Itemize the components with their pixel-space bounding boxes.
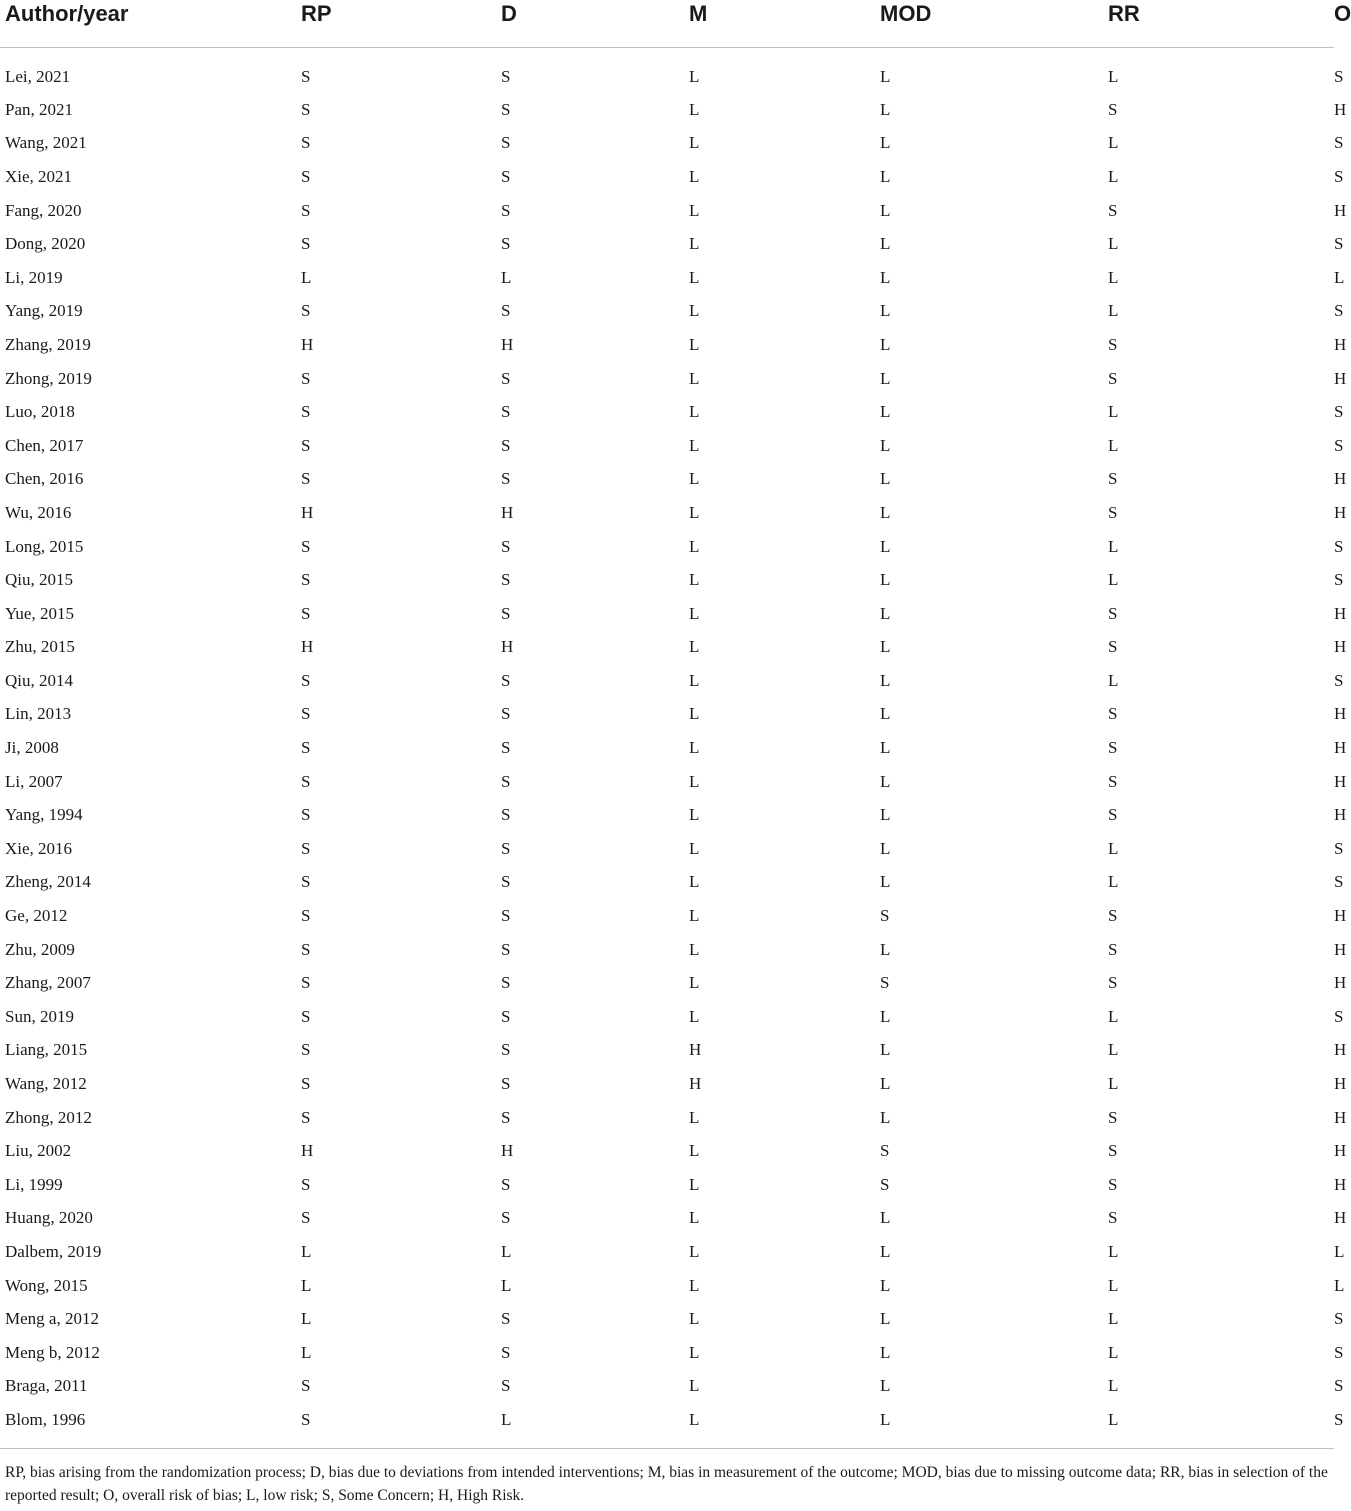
cell-rp: S	[301, 234, 311, 254]
cell-author-year: Zheng, 2014	[5, 872, 91, 892]
cell-mod: L	[880, 200, 891, 220]
cell-mod: L	[880, 1208, 891, 1228]
cell-rr: S	[1108, 738, 1118, 758]
cell-d: S	[501, 99, 511, 119]
cell-rr: L	[1108, 670, 1119, 690]
table-row: Huang, 2020 S S L L S H	[0, 1202, 1334, 1236]
cell-author-year: Ge, 2012	[5, 906, 68, 926]
cell-author-year: Zhang, 2007	[5, 973, 91, 993]
cell-rp: L	[301, 1241, 312, 1261]
cell-mod: L	[880, 66, 891, 86]
cell-author-year: Yang, 2019	[5, 301, 83, 321]
cell-rr: L	[1108, 402, 1119, 422]
cell-rr: L	[1108, 166, 1119, 186]
cell-rr: S	[1108, 368, 1118, 388]
cell-d: H	[501, 637, 514, 657]
cell-d: S	[501, 1309, 511, 1329]
cell-rp: S	[301, 166, 311, 186]
cell-m: H	[689, 1040, 702, 1060]
cell-author-year: Yang, 1994	[5, 805, 83, 825]
cell-author-year: Zhu, 2015	[5, 637, 75, 657]
cell-rr: L	[1108, 838, 1119, 858]
cell-d: S	[501, 469, 511, 489]
cell-mod: S	[880, 973, 890, 993]
cell-mod: L	[880, 267, 891, 287]
cell-mod: L	[880, 133, 891, 153]
cell-d: S	[501, 301, 511, 321]
cell-rp: S	[301, 771, 311, 791]
cell-rr: S	[1108, 502, 1118, 522]
table-row: Qiu, 2015 S S L L L S	[0, 563, 1334, 597]
cell-m: L	[689, 536, 700, 556]
cell-mod: L	[880, 435, 891, 455]
cell-m: L	[689, 906, 700, 926]
cell-rp: S	[301, 1208, 311, 1228]
cell-rp: S	[301, 838, 311, 858]
header-rp: RP	[301, 0, 501, 48]
cell-m: L	[689, 670, 700, 690]
cell-rr: S	[1108, 99, 1118, 119]
cell-d: S	[501, 1208, 511, 1228]
cell-author-year: Wang, 2021	[5, 133, 87, 153]
cell-rp: L	[301, 1342, 312, 1362]
cell-rr: S	[1108, 1208, 1118, 1228]
cell-m: L	[689, 872, 700, 892]
cell-m: L	[689, 704, 700, 724]
cell-m: L	[689, 368, 700, 388]
cell-d: S	[501, 670, 511, 690]
cell-d: S	[501, 906, 511, 926]
cell-author-year: Liu, 2002	[5, 1141, 72, 1161]
cell-author-year: Dong, 2020	[5, 234, 86, 254]
cell-mod: L	[880, 1275, 891, 1295]
cell-d: S	[501, 771, 511, 791]
cell-d: S	[501, 603, 511, 623]
cell-m: L	[689, 570, 700, 590]
cell-author-year: Meng b, 2012	[5, 1342, 100, 1362]
table-row: Xie, 2016 S S L L L S	[0, 832, 1334, 866]
cell-author-year: Pan, 2021	[5, 99, 73, 119]
cell-rp: S	[301, 66, 311, 86]
header-author-year: Author/year	[0, 0, 301, 48]
table-row: Wu, 2016 H H L L S H	[0, 496, 1334, 530]
cell-m: L	[689, 1376, 700, 1396]
cell-rp: H	[301, 502, 314, 522]
cell-author-year: Xie, 2016	[5, 838, 73, 858]
cell-rp: H	[301, 637, 314, 657]
cell-rr: L	[1108, 570, 1119, 590]
cell-rp: S	[301, 906, 311, 926]
cell-rr: S	[1108, 704, 1118, 724]
cell-m: L	[689, 805, 700, 825]
cell-mod: L	[880, 1040, 891, 1060]
cell-author-year: Yue, 2015	[5, 603, 74, 623]
cell-rr: S	[1108, 973, 1118, 993]
cell-rr: S	[1108, 334, 1118, 354]
cell-m: L	[689, 334, 700, 354]
cell-rp: S	[301, 570, 311, 590]
table-row: Wang, 2012 S S H L L H	[0, 1067, 1334, 1101]
cell-author-year: Liang, 2015	[5, 1040, 88, 1060]
cell-rr: S	[1108, 637, 1118, 657]
cell-d: H	[501, 334, 514, 354]
cell-author-year: Dalbem, 2019	[5, 1241, 102, 1261]
cell-d: L	[501, 1409, 512, 1429]
table-row: Chen, 2017 S S L L L S	[0, 429, 1334, 463]
cell-rp: S	[301, 1107, 311, 1127]
cell-rp: S	[301, 1174, 311, 1194]
cell-d: H	[501, 502, 514, 522]
cell-m: L	[689, 1409, 700, 1429]
cell-mod: L	[880, 536, 891, 556]
table-row: Ji, 2008 S S L L S H	[0, 731, 1334, 765]
cell-m: L	[689, 939, 700, 959]
cell-d: L	[501, 1241, 512, 1261]
cell-m: L	[689, 1275, 700, 1295]
cell-d: S	[501, 200, 511, 220]
cell-rp: L	[301, 267, 312, 287]
cell-mod: L	[880, 234, 891, 254]
cell-rr: L	[1108, 1275, 1119, 1295]
cell-m: L	[689, 1174, 700, 1194]
cell-d: S	[501, 973, 511, 993]
cell-mod: L	[880, 166, 891, 186]
cell-rp: S	[301, 469, 311, 489]
table-row: Zhang, 2019 H H L L S H	[0, 328, 1334, 362]
table-row: Zheng, 2014 S S L L L S	[0, 866, 1334, 900]
table-row: Liang, 2015 S S H L L H	[0, 1034, 1334, 1068]
cell-mod: L	[880, 99, 891, 119]
cell-m: L	[689, 200, 700, 220]
table-row: Yang, 1994 S S L L S H	[0, 798, 1334, 832]
cell-d: S	[501, 838, 511, 858]
cell-mod: L	[880, 838, 891, 858]
cell-mod: L	[880, 570, 891, 590]
cell-m: L	[689, 435, 700, 455]
cell-rr: S	[1108, 906, 1118, 926]
table-footnote: RP, bias arising from the randomization process; D, bias due to deviations from intended interventions; M, bias in measurement of the outcome; MOD, bias due to missing outcome data; RR, bias in selection of the reported result; O, overall risk of bias; L, low risk; S, Some Concern; H, High Risk.	[0, 1448, 1334, 1507]
table-row: Zhu, 2009 S S L L S H	[0, 933, 1334, 967]
table-row: Li, 2019 L L L L L L	[0, 261, 1334, 295]
cell-d: S	[501, 1376, 511, 1396]
cell-m: L	[689, 738, 700, 758]
table-row: Long, 2015 S S L L L S	[0, 530, 1334, 564]
cell-mod: L	[880, 301, 891, 321]
cell-d: S	[501, 1074, 511, 1094]
cell-author-year: Wong, 2015	[5, 1275, 88, 1295]
cell-d: S	[501, 1174, 511, 1194]
table-row: Dalbem, 2019 L L L L L L	[0, 1235, 1334, 1269]
cell-mod: L	[880, 1376, 891, 1396]
cell-mod: L	[880, 1342, 891, 1362]
cell-rp: S	[301, 301, 311, 321]
table-row: Meng a, 2012 L S L L L S	[0, 1302, 1334, 1336]
cell-rp: S	[301, 872, 311, 892]
cell-author-year: Li, 1999	[5, 1174, 63, 1194]
cell-d: S	[501, 1040, 511, 1060]
cell-m: L	[689, 603, 700, 623]
cell-d: S	[501, 805, 511, 825]
table-row: Ge, 2012 S S L S S H	[0, 899, 1334, 933]
table-row: Liu, 2002 H H L S S H	[0, 1134, 1334, 1168]
cell-rr: L	[1108, 1006, 1119, 1026]
cell-m: L	[689, 1208, 700, 1228]
cell-d: S	[501, 939, 511, 959]
cell-d: S	[501, 1342, 511, 1362]
cell-rp: S	[301, 1074, 311, 1094]
cell-d: H	[501, 1141, 514, 1161]
cell-m: H	[689, 1074, 702, 1094]
cell-mod: L	[880, 1309, 891, 1329]
table-row: Blom, 1996 S L L L L S	[0, 1403, 1334, 1437]
table-header	[0, 0, 1351, 48]
cell-rp: S	[301, 402, 311, 422]
cell-mod: L	[880, 670, 891, 690]
table-row: Lin, 2013 S S L L S H	[0, 698, 1334, 732]
header-d: D	[501, 0, 689, 48]
cell-m: L	[689, 234, 700, 254]
cell-author-year: Long, 2015	[5, 536, 84, 556]
cell-d: S	[501, 234, 511, 254]
cell-author-year: Meng a, 2012	[5, 1309, 99, 1329]
table-row: Zhong, 2012 S S L L S H	[0, 1101, 1334, 1135]
cell-mod: L	[880, 502, 891, 522]
cell-mod: L	[880, 805, 891, 825]
cell-mod: L	[880, 1006, 891, 1026]
table-row: Li, 1999 S S L S S H	[0, 1168, 1334, 1202]
cell-mod: L	[880, 334, 891, 354]
table-row: Xie, 2021 S S L L L S	[0, 160, 1334, 194]
cell-rp: S	[301, 99, 311, 119]
cell-m: L	[689, 301, 700, 321]
cell-d: S	[501, 368, 511, 388]
table-row: Qiu, 2014 S S L L L S	[0, 664, 1334, 698]
cell-d: S	[501, 66, 511, 86]
cell-rr: L	[1108, 1074, 1119, 1094]
cell-rr: L	[1108, 435, 1119, 455]
cell-rr: L	[1108, 234, 1119, 254]
cell-m: L	[689, 133, 700, 153]
table-row: Lei, 2021 S S L L L S	[0, 48, 1334, 94]
cell-rr: L	[1108, 301, 1119, 321]
cell-author-year: Qiu, 2014	[5, 670, 73, 690]
cell-mod: L	[880, 1107, 891, 1127]
cell-author-year: Qiu, 2015	[5, 570, 73, 590]
cell-mod: L	[880, 368, 891, 388]
cell-author-year: Blom, 1996	[5, 1409, 86, 1429]
cell-m: L	[689, 1342, 700, 1362]
cell-m: L	[689, 838, 700, 858]
cell-rr: S	[1108, 939, 1118, 959]
cell-rp: S	[301, 704, 311, 724]
cell-author-year: Xie, 2021	[5, 166, 73, 186]
cell-m: L	[689, 1309, 700, 1329]
cell-author-year: Chen, 2017	[5, 435, 84, 455]
cell-rr: L	[1108, 1376, 1119, 1396]
cell-mod: L	[880, 603, 891, 623]
cell-author-year: Chen, 2016	[5, 469, 84, 489]
cell-author-year: Zhu, 2009	[5, 939, 75, 959]
cell-rp: S	[301, 1006, 311, 1026]
cell-rp: S	[301, 603, 311, 623]
cell-rp: S	[301, 536, 311, 556]
cell-m: L	[689, 1006, 700, 1026]
cell-rp: S	[301, 368, 311, 388]
cell-m: L	[689, 1141, 700, 1161]
cell-mod: L	[880, 402, 891, 422]
table-row: Wang, 2021 S S L L L S	[0, 127, 1334, 161]
cell-author-year: Lei, 2021	[5, 66, 71, 86]
cell-rp: S	[301, 1040, 311, 1060]
cell-rp: L	[301, 1309, 312, 1329]
cell-author-year: Wang, 2012	[5, 1074, 87, 1094]
cell-rr: S	[1108, 805, 1118, 825]
cell-d: S	[501, 704, 511, 724]
cell-rr: L	[1108, 1342, 1119, 1362]
cell-rp: S	[301, 738, 311, 758]
cell-m: L	[689, 502, 700, 522]
cell-rr: L	[1108, 267, 1119, 287]
cell-rp: H	[301, 1141, 314, 1161]
cell-author-year: Fang, 2020	[5, 200, 82, 220]
cell-rp: S	[301, 805, 311, 825]
cell-m: L	[689, 1241, 700, 1261]
cell-m: L	[689, 66, 700, 86]
cell-mod: L	[880, 738, 891, 758]
cell-rp: S	[301, 1409, 311, 1429]
cell-author-year: Braga, 2011	[5, 1376, 88, 1396]
table-row: Yang, 2019 S S L L L S	[0, 295, 1334, 329]
cell-rr: L	[1108, 536, 1119, 556]
cell-rp: S	[301, 939, 311, 959]
cell-d: S	[501, 536, 511, 556]
cell-mod: L	[880, 1409, 891, 1429]
cell-rr: S	[1108, 1174, 1118, 1194]
table-row: Meng b, 2012 L S L L L S	[0, 1336, 1334, 1370]
cell-d: L	[501, 1275, 512, 1295]
cell-rr: L	[1108, 872, 1119, 892]
cell-rp: S	[301, 670, 311, 690]
cell-mod: L	[880, 1241, 891, 1261]
table-row: Zhong, 2019 S S L L S H	[0, 362, 1334, 396]
table-row: Braga, 2011 S S L L L S	[0, 1370, 1334, 1404]
table-row: Chen, 2016 S S L L S H	[0, 463, 1334, 497]
cell-d: S	[501, 166, 511, 186]
table-row: Wong, 2015 L L L L L L	[0, 1269, 1334, 1303]
cell-rr: S	[1108, 469, 1118, 489]
cell-mod: S	[880, 906, 890, 926]
cell-author-year: Li, 2019	[5, 267, 63, 287]
cell-author-year: Lin, 2013	[5, 704, 72, 724]
table-row: Zhang, 2007 S S L S S H	[0, 966, 1334, 1000]
table-row: Zhu, 2015 H H L L S H	[0, 631, 1334, 665]
cell-mod: S	[880, 1141, 890, 1161]
cell-rr: S	[1108, 200, 1118, 220]
cell-mod: L	[880, 704, 891, 724]
table-row: Pan, 2021 S S L L S H	[0, 93, 1334, 127]
cell-rr: L	[1108, 66, 1119, 86]
header-rr: RR	[1108, 0, 1334, 48]
cell-mod: L	[880, 939, 891, 959]
cell-m: L	[689, 469, 700, 489]
cell-d: S	[501, 872, 511, 892]
cell-d: S	[501, 435, 511, 455]
cell-author-year: Zhang, 2019	[5, 334, 91, 354]
cell-d: S	[501, 1107, 511, 1127]
table-row: Luo, 2018 S S L L L S	[0, 395, 1334, 429]
table-row: Yue, 2015 S S L L S H	[0, 597, 1334, 631]
cell-m: L	[689, 99, 700, 119]
cell-author-year: Wu, 2016	[5, 502, 72, 522]
cell-m: L	[689, 402, 700, 422]
cell-author-year: Zhong, 2019	[5, 368, 92, 388]
cell-rp: S	[301, 435, 311, 455]
table-body	[0, 48, 1347, 1437]
cell-rp: S	[301, 200, 311, 220]
cell-rr: L	[1108, 1409, 1119, 1429]
cell-rr: L	[1108, 1040, 1119, 1060]
cell-rp: S	[301, 973, 311, 993]
table-row: Fang, 2020 S S L L S H	[0, 194, 1334, 228]
cell-m: L	[689, 637, 700, 657]
cell-rr: L	[1108, 1309, 1119, 1329]
header-row: Author/year RP D M MOD RR O	[0, 0, 1334, 48]
cell-mod: L	[880, 469, 891, 489]
table-row: Li, 2007 S S L L S H	[0, 765, 1334, 799]
cell-d: L	[501, 267, 512, 287]
cell-mod: L	[880, 872, 891, 892]
cell-mod: L	[880, 637, 891, 657]
cell-m: L	[689, 1107, 700, 1127]
cell-author-year: Li, 2007	[5, 771, 63, 791]
cell-rr: S	[1108, 603, 1118, 623]
cell-rp: S	[301, 133, 311, 153]
header-mod: MOD	[880, 0, 1108, 48]
cell-mod: L	[880, 1074, 891, 1094]
cell-d: S	[501, 738, 511, 758]
cell-author-year: Zhong, 2012	[5, 1107, 92, 1127]
cell-d: S	[501, 570, 511, 590]
cell-mod: L	[880, 771, 891, 791]
header-m: M	[689, 0, 880, 48]
cell-rp: L	[301, 1275, 312, 1295]
cell-d: S	[501, 402, 511, 422]
cell-author-year: Luo, 2018	[5, 402, 75, 422]
cell-author-year: Sun, 2019	[5, 1006, 74, 1026]
cell-d: S	[501, 133, 511, 153]
cell-m: L	[689, 973, 700, 993]
cell-rr: S	[1108, 1107, 1118, 1127]
cell-mod: S	[880, 1174, 890, 1194]
cell-d: S	[501, 1006, 511, 1026]
cell-m: L	[689, 771, 700, 791]
cell-rp: H	[301, 334, 314, 354]
table-row: Dong, 2020 S S L L L S	[0, 227, 1334, 261]
cell-author-year: Ji, 2008	[5, 738, 59, 758]
cell-rp: S	[301, 1376, 311, 1396]
cell-rr: S	[1108, 771, 1118, 791]
table-row: Sun, 2019 S S L L L S	[0, 1000, 1334, 1034]
cell-rr: L	[1108, 133, 1119, 153]
cell-rr: S	[1108, 1141, 1118, 1161]
cell-m: L	[689, 166, 700, 186]
cell-author-year: Huang, 2020	[5, 1208, 93, 1228]
cell-m: L	[689, 267, 700, 287]
cell-rr: L	[1108, 1241, 1119, 1261]
